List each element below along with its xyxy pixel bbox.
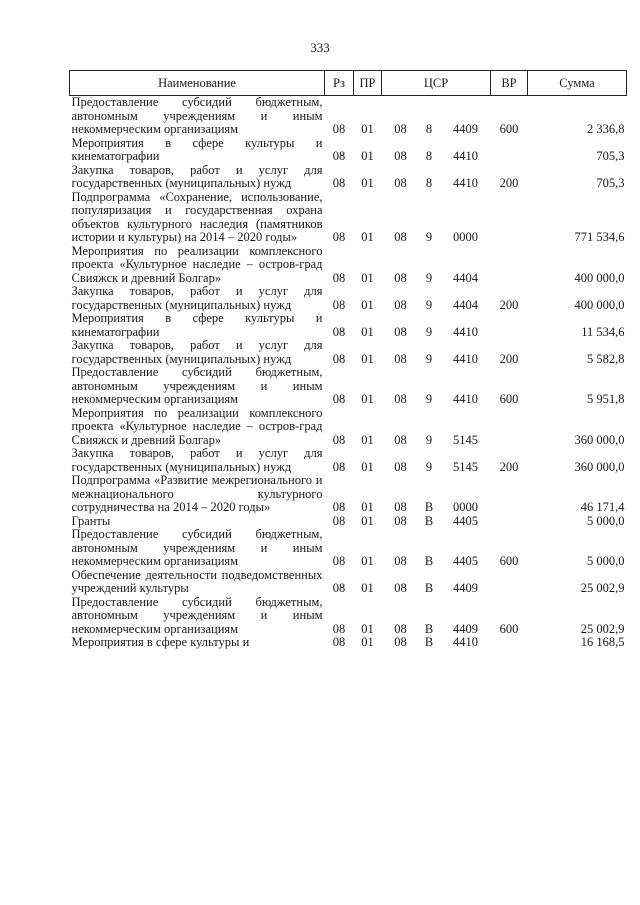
row-rz-cell: 08	[332, 122, 346, 136]
row-name-cell: Мероприятия по реализации комплексного проекта «Культурное наследие – остров-град Свияжск и древний Болгар»	[71, 243, 323, 285]
row-name-cell: Мероприятия по реализации комплексного проекта «Культурное наследие – остров-град Свияжск и древний Болгар»	[71, 405, 323, 447]
csr-code-group	[384, 326, 489, 340]
row-vr-cell	[491, 191, 528, 245]
table-row	[70, 636, 627, 650]
row-rz-cell: 08	[332, 581, 346, 595]
csr-code-group	[384, 123, 489, 137]
row-vr-cell: 200	[499, 351, 519, 366]
csr-code-part: 08	[394, 270, 407, 285]
csr-code-group	[384, 231, 489, 245]
table-row	[70, 407, 627, 448]
row-name-cell: Подпрограмма «Сохранение, использование, популяризация и государственная охрана объектов культурного наследия (памятников истории и культуры) на 2014 – 2020 годы»	[71, 189, 323, 244]
csr-code-part: 4405	[453, 513, 478, 528]
row-csr-cell	[382, 474, 491, 515]
row-pr-cell: 01	[361, 324, 374, 339]
row-sum-cell: 5 000,0	[587, 554, 625, 568]
row-pr-cell: 01	[361, 621, 374, 636]
table-row	[70, 164, 627, 191]
table-row	[70, 515, 627, 529]
row-name-cell: Гранты	[71, 513, 111, 528]
row-vr-cell	[491, 407, 528, 448]
row-rz-cell: 08	[332, 459, 346, 474]
row-sum-cell: 771 534,6	[574, 230, 625, 244]
csr-code-group	[384, 353, 489, 367]
row-sum-cell: 705,3	[596, 176, 625, 190]
row-csr-cell	[382, 636, 491, 650]
row-rz-cell: 08	[332, 297, 346, 312]
column-header-csr: ЦСР	[382, 71, 491, 96]
row-name-cell: Предоставление субсидий бюджетным, автономным учреждениям и иным некоммерческим организациям	[71, 594, 323, 636]
row-sum-cell: 5 000,0	[587, 513, 625, 528]
table-row	[70, 528, 627, 569]
csr-code-part: 4410	[453, 351, 478, 366]
row-pr-cell: 01	[361, 270, 374, 285]
csr-code-group	[384, 150, 489, 164]
row-csr-cell	[382, 339, 491, 366]
table-row	[70, 245, 627, 286]
row-sum-cell: 25 002,9	[580, 581, 625, 595]
row-sum-cell: 360 000,0	[574, 432, 625, 447]
csr-code-part: 4404	[453, 297, 478, 312]
csr-code-part: 4410	[453, 635, 478, 649]
row-sum-cell: 25 002,9	[580, 621, 625, 636]
csr-code-part: 0000	[453, 230, 478, 244]
csr-code-part: 08	[394, 149, 407, 163]
row-csr-cell	[382, 191, 491, 245]
row-csr-cell	[382, 285, 491, 312]
table-row	[70, 339, 627, 366]
csr-code-part: 08	[394, 635, 407, 649]
csr-code-part: 0000	[453, 500, 478, 514]
csr-code-part: 4410	[453, 324, 478, 339]
csr-code-part: В	[424, 621, 434, 636]
csr-code-part: 8	[425, 122, 433, 136]
csr-code-part: 5145	[453, 459, 478, 474]
csr-code-group	[384, 393, 489, 407]
row-rz-cell: 08	[332, 149, 346, 163]
csr-code-group	[384, 434, 489, 448]
row-vr-cell: 600	[499, 621, 519, 636]
csr-code-part: 4405	[453, 554, 478, 568]
csr-code-part: 9	[425, 297, 433, 312]
row-sum-cell: 400 000,0	[574, 270, 625, 285]
csr-code-part: 4409	[453, 621, 478, 636]
table-row	[70, 474, 627, 515]
row-csr-cell	[382, 312, 491, 339]
row-rz-cell: 08	[332, 621, 346, 636]
csr-code-part: 08	[394, 392, 407, 406]
csr-code-part: 08	[394, 176, 407, 190]
row-name-cell: Мероприятия в сфере культуры и кинематографии	[71, 311, 323, 339]
row-vr-cell	[491, 569, 528, 596]
csr-code-part: В	[424, 500, 434, 514]
row-vr-cell	[491, 312, 528, 339]
row-vr-cell	[491, 636, 528, 650]
csr-code-part: 9	[425, 392, 433, 406]
csr-code-part: 08	[394, 459, 407, 474]
row-sum-cell: 2 336,8	[587, 122, 625, 136]
csr-code-part: 08	[394, 500, 407, 514]
row-sum-cell: 5 582,8	[587, 351, 625, 366]
csr-code-part: 8	[425, 149, 433, 163]
csr-code-part: В	[424, 635, 434, 649]
table-row	[70, 569, 627, 596]
csr-code-group	[384, 177, 489, 191]
table-body	[70, 96, 627, 650]
csr-code-part: 08	[394, 513, 407, 528]
csr-code-part: 9	[425, 270, 433, 285]
row-pr-cell: 01	[361, 230, 374, 244]
row-pr-cell: 01	[361, 513, 374, 528]
row-csr-cell	[382, 366, 491, 407]
table-row	[70, 312, 627, 339]
row-csr-cell	[382, 528, 491, 569]
row-pr-cell: 01	[361, 176, 374, 190]
row-vr-cell: 200	[499, 297, 519, 312]
csr-code-part: 08	[394, 621, 407, 636]
csr-code-group	[384, 461, 489, 475]
row-csr-cell	[382, 407, 491, 448]
row-sum-cell: 16 168,5	[580, 635, 625, 649]
row-rz-cell: 08	[332, 500, 346, 514]
csr-code-group	[384, 515, 489, 529]
column-header-name: Наименование	[70, 71, 325, 96]
csr-code-part: 08	[394, 230, 407, 244]
row-pr-cell: 01	[361, 500, 374, 514]
csr-code-part: 4410	[453, 176, 478, 190]
row-sum-cell: 5 951,8	[587, 392, 625, 406]
table-row	[70, 366, 627, 407]
row-name-cell: Подпрограмма «Развитие межрегионального и межнационального культурного сотрудничества на 2014 – 2020 годы»	[71, 473, 323, 514]
row-vr-cell: 600	[499, 392, 519, 406]
row-pr-cell: 01	[361, 432, 374, 447]
row-name-cell: Предоставление субсидий бюджетным, автономным учреждениям и иным некоммерческим организациям	[71, 95, 323, 136]
table-row	[70, 191, 627, 245]
row-name-cell: Предоставление субсидий бюджетным, автономным учреждениям и иным некоммерческим организациям	[71, 365, 323, 406]
row-sum-cell: 11 534,6	[581, 324, 625, 339]
row-pr-cell: 01	[361, 297, 374, 312]
csr-code-group	[384, 299, 489, 313]
row-vr-cell: 600	[499, 554, 519, 568]
table-header-row	[70, 71, 627, 96]
table-row	[70, 137, 627, 164]
table-row	[70, 285, 627, 312]
row-vr-cell: 200	[499, 176, 519, 190]
csr-code-part: В	[424, 513, 434, 528]
row-name-cell: Закупка товаров, работ и услуг для государственных (муниципальных) нужд	[71, 162, 323, 190]
row-csr-cell	[382, 569, 491, 596]
row-pr-cell: 01	[361, 149, 374, 163]
csr-code-part: 9	[425, 432, 433, 447]
row-csr-cell	[382, 596, 491, 637]
row-rz-cell: 08	[332, 432, 346, 447]
csr-code-part: 08	[394, 581, 407, 595]
row-sum-cell: 400 000,0	[574, 297, 625, 312]
row-pr-cell: 01	[361, 351, 374, 366]
csr-code-part: 9	[425, 459, 433, 474]
csr-code-part: В	[424, 581, 434, 595]
row-pr-cell: 01	[361, 635, 374, 649]
csr-code-part: 4409	[453, 122, 478, 136]
page-number: 333	[310, 40, 330, 55]
column-header-rz: Рз	[325, 71, 354, 96]
row-rz-cell: 08	[332, 513, 346, 528]
row-name-cell: Закупка товаров, работ и услуг для государственных (муниципальных) нужд	[71, 446, 323, 474]
row-rz-cell: 08	[332, 554, 346, 568]
row-csr-cell	[382, 164, 491, 191]
column-header-sum: Сумма	[528, 71, 627, 96]
column-header-pr: ПР	[354, 71, 382, 96]
row-sum-cell: 705,3	[596, 149, 625, 163]
csr-code-part: 4409	[453, 581, 478, 595]
row-pr-cell: 01	[361, 581, 374, 595]
csr-code-part: 4410	[453, 149, 478, 163]
row-rz-cell: 08	[332, 351, 346, 366]
row-vr-cell	[491, 245, 528, 286]
row-rz-cell: 08	[332, 176, 346, 190]
row-name-cell: Закупка товаров, работ и услуг для государственных (муниципальных) нужд	[71, 338, 323, 366]
csr-code-group	[384, 623, 489, 637]
row-vr-cell: 600	[499, 122, 519, 136]
row-vr-cell	[491, 515, 528, 529]
csr-code-group	[384, 501, 489, 515]
row-rz-cell: 08	[332, 270, 346, 285]
table-row	[70, 596, 627, 637]
csr-code-part: 9	[425, 324, 433, 339]
column-header-vr: ВР	[491, 71, 528, 96]
row-name-cell: Закупка товаров, работ и услуг для государственных (муниципальных) нужд	[71, 284, 323, 312]
row-pr-cell: 01	[361, 392, 374, 406]
row-vr-cell	[491, 474, 528, 515]
csr-code-group	[384, 636, 489, 650]
csr-code-part: 08	[394, 122, 407, 136]
csr-code-part: 4410	[453, 392, 478, 406]
row-csr-cell	[382, 96, 491, 137]
budget-table	[69, 70, 627, 650]
row-csr-cell	[382, 447, 491, 474]
row-csr-cell	[382, 515, 491, 529]
csr-code-part: 08	[394, 432, 407, 447]
row-vr-cell	[491, 137, 528, 164]
csr-code-part: 08	[394, 554, 407, 568]
row-sum-cell: 360 000,0	[574, 459, 625, 474]
csr-code-group	[384, 555, 489, 569]
row-sum-cell: 46 171,4	[580, 500, 625, 514]
row-pr-cell: 01	[361, 459, 374, 474]
csr-code-part: 9	[425, 351, 433, 366]
csr-code-part: В	[424, 554, 434, 568]
row-name-cell: Мероприятия в сфере культуры и	[71, 635, 250, 649]
csr-code-part: 4404	[453, 270, 478, 285]
csr-code-group	[384, 582, 489, 596]
row-rz-cell: 08	[332, 635, 346, 649]
row-csr-cell	[382, 137, 491, 164]
csr-code-group	[384, 272, 489, 286]
row-pr-cell: 01	[361, 122, 374, 136]
row-rz-cell: 08	[332, 324, 346, 339]
table-row	[70, 96, 627, 137]
csr-code-part: 9	[425, 230, 433, 244]
row-rz-cell: 08	[332, 392, 346, 406]
row-csr-cell	[382, 245, 491, 286]
row-name-cell: Мероприятия в сфере культуры и кинематографии	[71, 135, 323, 163]
row-name-cell: Обеспечение деятельности подведомственных учреждений культуры	[71, 567, 323, 595]
row-name-cell: Предоставление субсидий бюджетным, автономным учреждениям и иным некоммерческим организациям	[71, 527, 323, 568]
row-vr-cell: 200	[499, 459, 519, 474]
row-pr-cell: 01	[361, 554, 374, 568]
csr-code-part: 08	[394, 297, 407, 312]
csr-code-part: 08	[394, 351, 407, 366]
csr-code-part: 8	[425, 176, 433, 190]
table-row	[70, 447, 627, 474]
csr-code-part: 08	[394, 324, 407, 339]
csr-code-part: 5145	[453, 432, 478, 447]
row-rz-cell: 08	[332, 230, 346, 244]
